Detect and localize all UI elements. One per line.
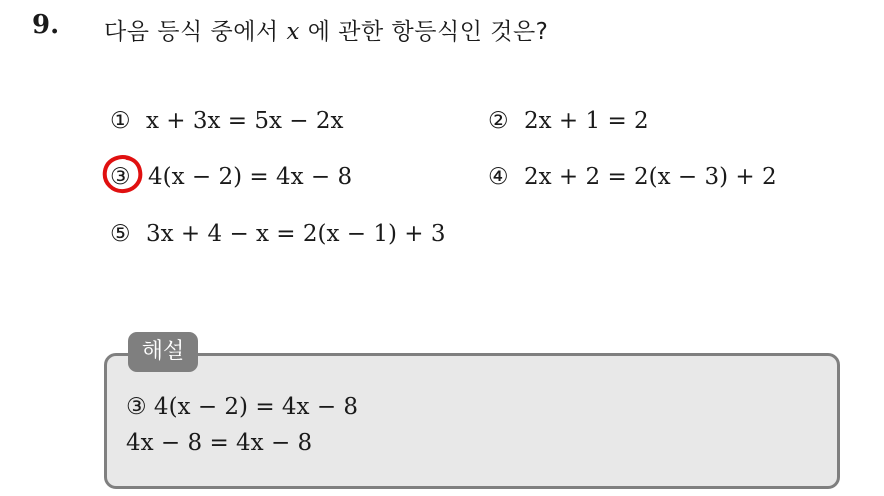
choice-5-marker: ⑤ [110, 221, 131, 247]
solution-label: 해설 [128, 332, 198, 372]
solution-line-2: 4x − 8 = 4x − 8 [126, 430, 313, 456]
choice-1[interactable] [110, 108, 343, 134]
question-text-after: 에 관한 항등식인 것은? [299, 19, 549, 45]
answer-circle-mark-icon [99, 151, 147, 197]
choice-2-marker: ② [488, 108, 509, 134]
question-number: 9. [32, 10, 60, 40]
choice-4-marker: ④ [488, 164, 509, 190]
choice-1-marker: ① [110, 108, 131, 134]
choice-5-expression: 3x + 4 − x = 2(x − 1) + 3 [146, 221, 446, 247]
choice-4-expression: 2x + 2 = 2(x − 3) + 2 [524, 164, 777, 190]
solution-line-1: ③ 4(x − 2) = 4x − 8 [126, 394, 359, 420]
choice-5[interactable] [110, 221, 446, 247]
question-text [104, 13, 548, 46]
solution-box [104, 353, 840, 489]
question-text-before: 다음 등식 중에서 [104, 19, 287, 45]
question-variable: x [286, 19, 300, 45]
choice-4[interactable] [488, 164, 777, 190]
choice-3-expression: 4(x − 2) = 4x − 8 [148, 164, 353, 190]
choice-3-marker: ③ [110, 164, 131, 190]
choice-1-expression: x + 3x = 5x − 2x [146, 108, 344, 134]
choice-2[interactable] [488, 108, 649, 134]
choice-2-expression: 2x + 1 = 2 [524, 108, 649, 134]
